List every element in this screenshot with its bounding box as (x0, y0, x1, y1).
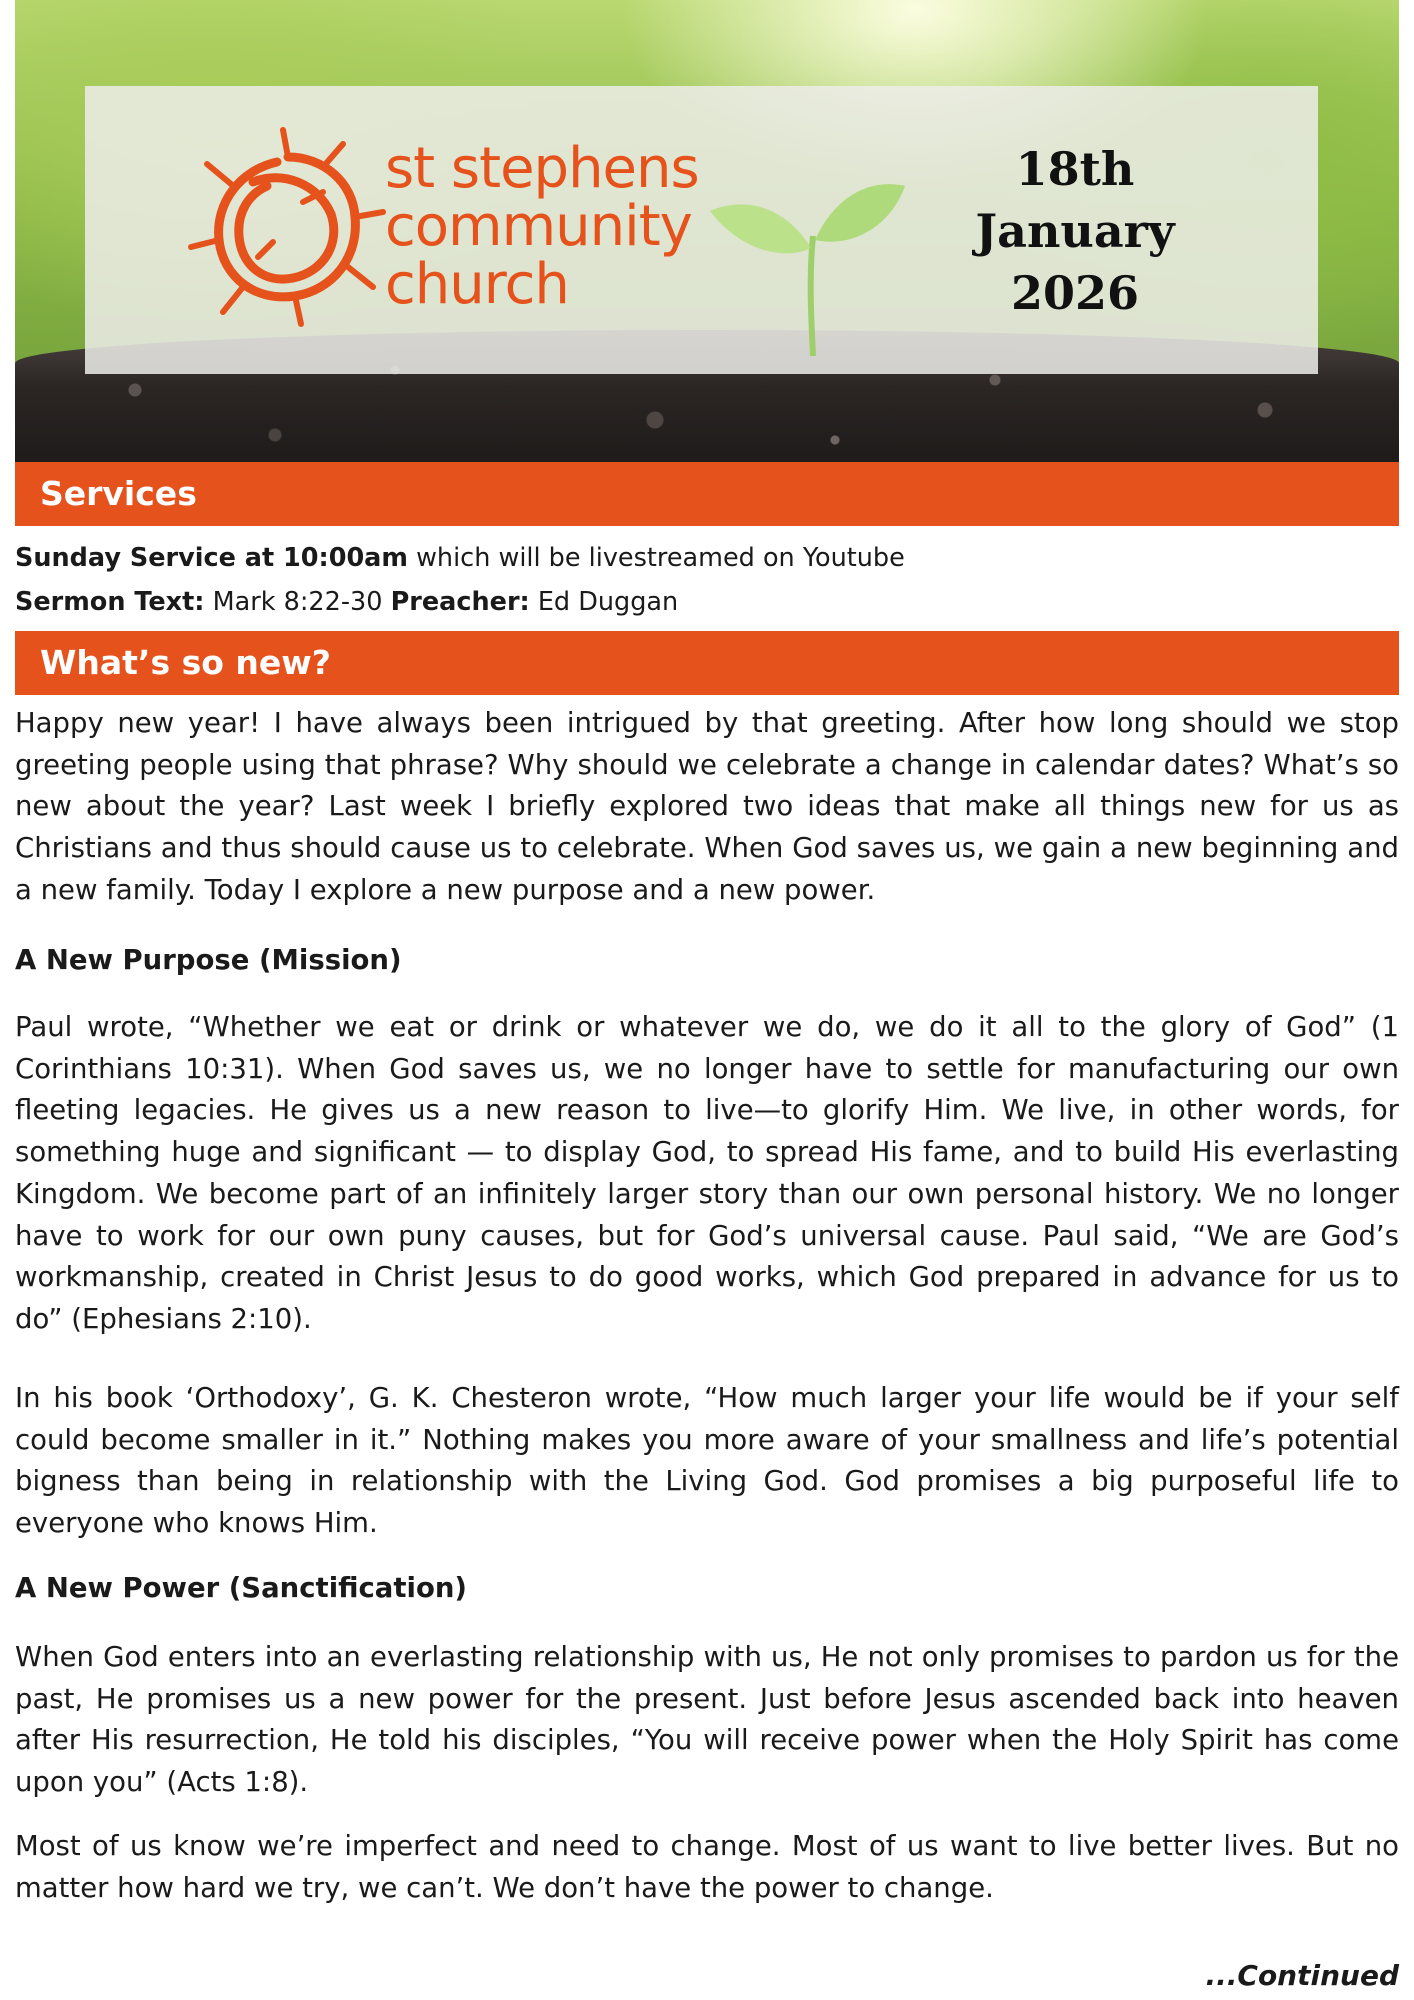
header-panel (85, 86, 1318, 374)
service-text: which will be livestreamed on Youtube (407, 543, 905, 573)
newsletter-page (15, 0, 1399, 2000)
preacher-label: Preacher: (390, 587, 530, 617)
article-heading: What’s so new? (15, 631, 1399, 695)
date-year: 2026 (1010, 266, 1140, 320)
church-name-line-2: community (385, 194, 692, 259)
date-month: January (975, 204, 1175, 258)
purpose-heading: A New Purpose (Mission) (15, 944, 402, 976)
power-paragraph-1: When God enters into an everlasting relationship with us, He not only promises to pardon us for the past, He promises us a new power for the present. Just before Jesus ascended back into heaven after His resurrection, He told his disciples, “You will receive power when the Holy Spirit has come upon you” (Acts 1:8). (15, 1641, 1399, 1799)
continued-note: ...Continued (1205, 1959, 1399, 1992)
seedling-icon (705, 156, 915, 366)
sermon-text: Mark 8:22-30 (204, 587, 391, 617)
church-name (385, 136, 745, 317)
header-banner (15, 0, 1399, 462)
article-intro: Happy new year! I have always been intrigued by that greeting. After how long should we stop greeting people using that phrase? Why should we celebrate a change in calendar dates? What’s so new about the year? Last week I briefly explored two ideas that make all things new for us as Christians and thus should cause us to celebrate. When God saves us, we gain a new beginning and a new family. Today I explore a new purpose and a new power. (15, 707, 1399, 906)
power-paragraph-2: Most of us know we’re imperfect and need to change. Most of us want to live better lives. But no matter how hard we try, we can’t. We don’t have the power to change. (15, 1830, 1399, 1904)
preacher-text: Ed Duggan (529, 587, 679, 617)
church-name-line-3: church (385, 252, 569, 317)
crown-of-thorns-icon (183, 122, 393, 332)
power-heading: A New Power (Sanctification) (15, 1572, 467, 1604)
purpose-paragraph-1: Paul wrote, “Whether we eat or drink or whatever we do, we do it all to the glory of God” (1 Corinthians 10:31). When God saves us, we no longer have to settle for manufacturing our own fleeting legacies. He gives us a new reason to live—to glorify Him. We live, in other words, for something huge and significant — to display God, to spread His fame, and to build His everlasting Kingdom. We become part of an infinitely larger story than our own personal history. We no longer have to work for our own puny causes, but for God’s universal cause. Paul said, “We are God’s workmanship, created in Christ Jesus to do good works, which God prepared in advance for us to do” (Ephesians 2:10). (15, 1011, 1399, 1335)
sermon-label: Sermon Text: (15, 587, 205, 617)
sermon-line (15, 585, 678, 619)
church-name-line-1: st stephens (385, 136, 699, 201)
date-day: 18th (1015, 142, 1135, 196)
service-time-line (15, 541, 905, 575)
issue-date (905, 138, 1245, 324)
service-label: Sunday Service at 10:00am (15, 543, 408, 573)
purpose-paragraph-2: In his book ‘Orthodoxy’, G. K. Chesteron wrote, “How much larger your life would be if your self could become smaller in it.” Nothing makes you more aware of your smallness and life’s potential bigness than being in relationship with the Living God. God promises a big purposeful life to everyone who knows Him. (15, 1382, 1399, 1540)
services-heading: Services (15, 462, 1399, 526)
